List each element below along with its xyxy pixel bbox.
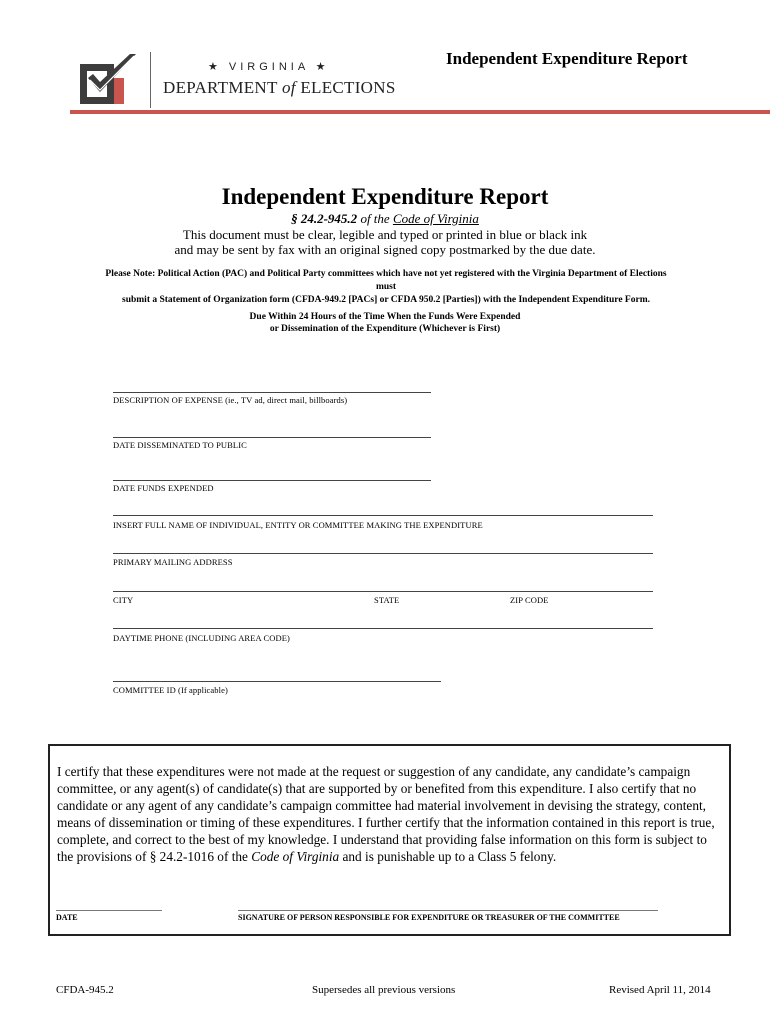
- supersedes-note: Supersedes all previous versions: [312, 984, 456, 996]
- due-line-1: Due Within 24 Hours of the Time When the Funds Were Expended: [249, 312, 521, 322]
- header-rule: [70, 110, 770, 114]
- certification-text: [57, 763, 725, 865]
- state-label: STATE: [374, 595, 400, 605]
- date-expended-field[interactable]: [113, 480, 431, 481]
- instructions: [0, 227, 770, 257]
- department-name: [163, 78, 396, 98]
- mailing-address-field[interactable]: [113, 553, 653, 554]
- mailing-address-label: PRIMARY MAILING ADDRESS: [113, 557, 233, 567]
- checkmark-logo-icon: [78, 52, 138, 106]
- revised-date: Revised April 11, 2014: [609, 984, 711, 996]
- state-name: ★ VIRGINIA ★: [208, 61, 330, 73]
- phone-field[interactable]: [113, 628, 653, 629]
- instructions-line-1: This document must be clear, legible and typed or printed in blue or black ink: [182, 227, 588, 242]
- header-divider: [150, 52, 151, 108]
- committee-id-label: COMMITTEE ID (If applicable): [113, 685, 228, 695]
- department-of: of: [281, 78, 296, 97]
- due-notice: [0, 311, 770, 335]
- code-citation: [0, 211, 770, 227]
- code-name: Code of Virginia: [392, 211, 479, 226]
- description-label: DESCRIPTION OF EXPENSE (ie., TV ad, direct mail, billboards): [113, 395, 348, 405]
- date-expended-label: DATE FUNDS EXPENDED: [113, 483, 214, 493]
- code-of-the: of the: [360, 211, 390, 226]
- date-disseminated-field[interactable]: [113, 437, 431, 438]
- form-id: CFDA-945.2: [56, 984, 114, 996]
- code-section: § 24.2-945.2: [291, 211, 358, 226]
- note-line-1: Please Note: Political Action (PAC) and Political Party committees which have not yet registered with the Virginia Department of Elections must: [105, 269, 667, 292]
- page-title: Independent Expenditure Report: [221, 184, 549, 209]
- signature-label: SIGNATURE OF PERSON RESPONSIBLE FOR EXPENDITURE OR TREASURER OF THE COMMITTEE: [238, 913, 620, 922]
- cert-code-name: Code of Virginia: [251, 849, 340, 864]
- city-state-zip-field[interactable]: [113, 591, 653, 592]
- department-suffix: ELECTIONS: [300, 78, 396, 97]
- department-prefix: DEPARTMENT: [163, 78, 278, 97]
- cert-text-part-1: I certify that these expenditures were not made at the request or suggestion of any candidate, any candidate’s campaign committee, or any agent(s) of candidate(s) that are supported by or benefited from this expenditure. I also certify that no candidate or any agent of any candidate’s campaign committee had material involvement in devising the strategy, content, means of dissemination or timing of these expenditures. I further certify that the information contained in this report is true, complete, and correct to the best of my knowledge. I understand that providing false information on this form is subject to the provisions of § 24.2-1016 of the: [57, 764, 715, 864]
- zip-label: ZIP CODE: [510, 595, 549, 605]
- due-line-2: or Dissemination of the Expenditure (Whichever is First): [269, 324, 501, 334]
- signature-field[interactable]: [238, 910, 658, 911]
- committee-id-field[interactable]: [113, 681, 441, 682]
- date-disseminated-label: DATE DISSEMINATED TO PUBLIC: [113, 440, 247, 450]
- registration-note: [100, 268, 672, 307]
- full-name-field[interactable]: [113, 515, 653, 516]
- cert-text-part-2: and is punishable up to a Class 5 felony.: [342, 849, 557, 864]
- description-field[interactable]: [113, 392, 431, 393]
- full-name-label: INSERT FULL NAME OF INDIVIDUAL, ENTITY OR COMMITTEE MAKING THE EXPENDITURE: [113, 520, 483, 530]
- date-label: DATE: [56, 913, 78, 922]
- note-line-2: submit a Statement of Organization form (CFDA-949.2 [PACs] or CFDA 950.2 [Parties]) with the Independent Expenditure Form.: [122, 295, 650, 305]
- city-label: CITY: [113, 595, 134, 605]
- date-signature-field[interactable]: [56, 910, 162, 911]
- phone-label: DAYTIME PHONE (INCLUDING AREA CODE): [113, 633, 290, 643]
- instructions-line-2: and may be sent by fax with an original signed copy postmarked by the due date.: [174, 242, 596, 257]
- header-title: Independent Expenditure Report: [446, 49, 688, 68]
